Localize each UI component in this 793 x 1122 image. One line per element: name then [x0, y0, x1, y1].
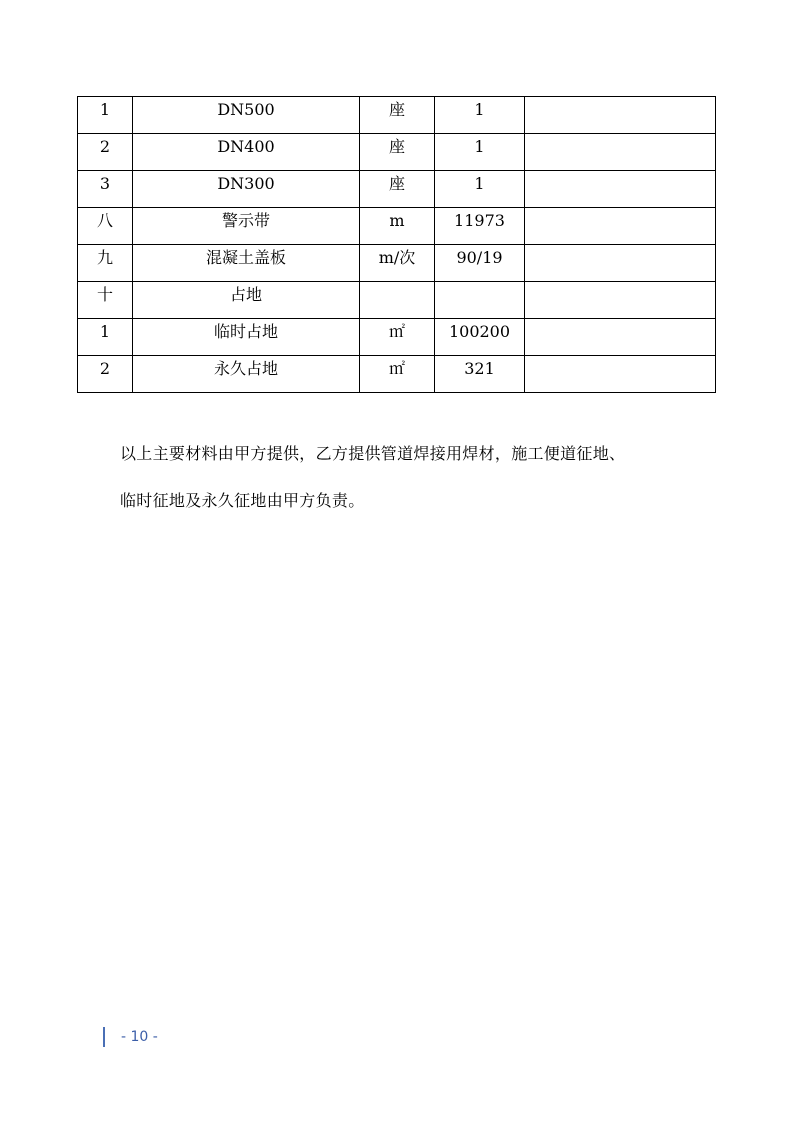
table-row [78, 319, 716, 356]
note-cell [525, 171, 716, 208]
note-cell [525, 356, 716, 393]
quantity-cell: 1 [435, 97, 525, 134]
row-number-cell: 2 [78, 134, 133, 171]
body-paragraph-line-2: 临时征地及永久征地由甲方负责。 [120, 491, 365, 510]
quantity-cell: 321 [435, 356, 525, 393]
item-name-cell: DN300 [133, 171, 360, 208]
table-body [78, 97, 716, 393]
item-name-cell: 永久占地 [133, 356, 360, 393]
quantity-cell: 100200 [435, 319, 525, 356]
table-row [78, 171, 716, 208]
unit-cell: ㎡ [360, 356, 435, 393]
quantity-cell: 11973 [435, 208, 525, 245]
note-cell [525, 208, 716, 245]
row-number-cell: 1 [78, 319, 133, 356]
note-cell [525, 319, 716, 356]
unit-cell: 座 [360, 97, 435, 134]
unit-cell [360, 282, 435, 319]
item-name-cell: 临时占地 [133, 319, 360, 356]
item-name-cell: 混凝土盖板 [133, 245, 360, 282]
table-row [78, 282, 716, 319]
quantity-cell: 90/19 [435, 245, 525, 282]
row-number-cell: 十 [78, 282, 133, 319]
unit-cell: 座 [360, 134, 435, 171]
item-name-cell: 占地 [133, 282, 360, 319]
page-footer [103, 1027, 158, 1047]
table-row [78, 245, 716, 282]
table-row [78, 97, 716, 134]
unit-cell: m [360, 208, 435, 245]
quantity-cell: 1 [435, 171, 525, 208]
materials-table [77, 96, 716, 393]
item-name-cell: 警示带 [133, 208, 360, 245]
row-number-cell: 1 [78, 97, 133, 134]
unit-cell: ㎡ [360, 319, 435, 356]
footer-accent-bar [103, 1027, 105, 1047]
item-name-cell: DN400 [133, 134, 360, 171]
row-number-cell: 3 [78, 171, 133, 208]
note-cell [525, 282, 716, 319]
item-name-cell: DN500 [133, 97, 360, 134]
body-paragraph-line-1: 以上主要材料由甲方提供，乙方提供管道焊接用焊材，施工便道征地、 [120, 444, 626, 463]
note-cell [525, 245, 716, 282]
row-number-cell: 2 [78, 356, 133, 393]
note-cell [525, 97, 716, 134]
table-row [78, 356, 716, 393]
table-row [78, 208, 716, 245]
unit-cell: m/次 [360, 245, 435, 282]
row-number-cell: 九 [78, 245, 133, 282]
table-row [78, 134, 716, 171]
row-number-cell: 八 [78, 208, 133, 245]
quantity-cell: 1 [435, 134, 525, 171]
page-number: - 10 - [121, 1029, 158, 1045]
note-cell [525, 134, 716, 171]
unit-cell: 座 [360, 171, 435, 208]
quantity-cell [435, 282, 525, 319]
